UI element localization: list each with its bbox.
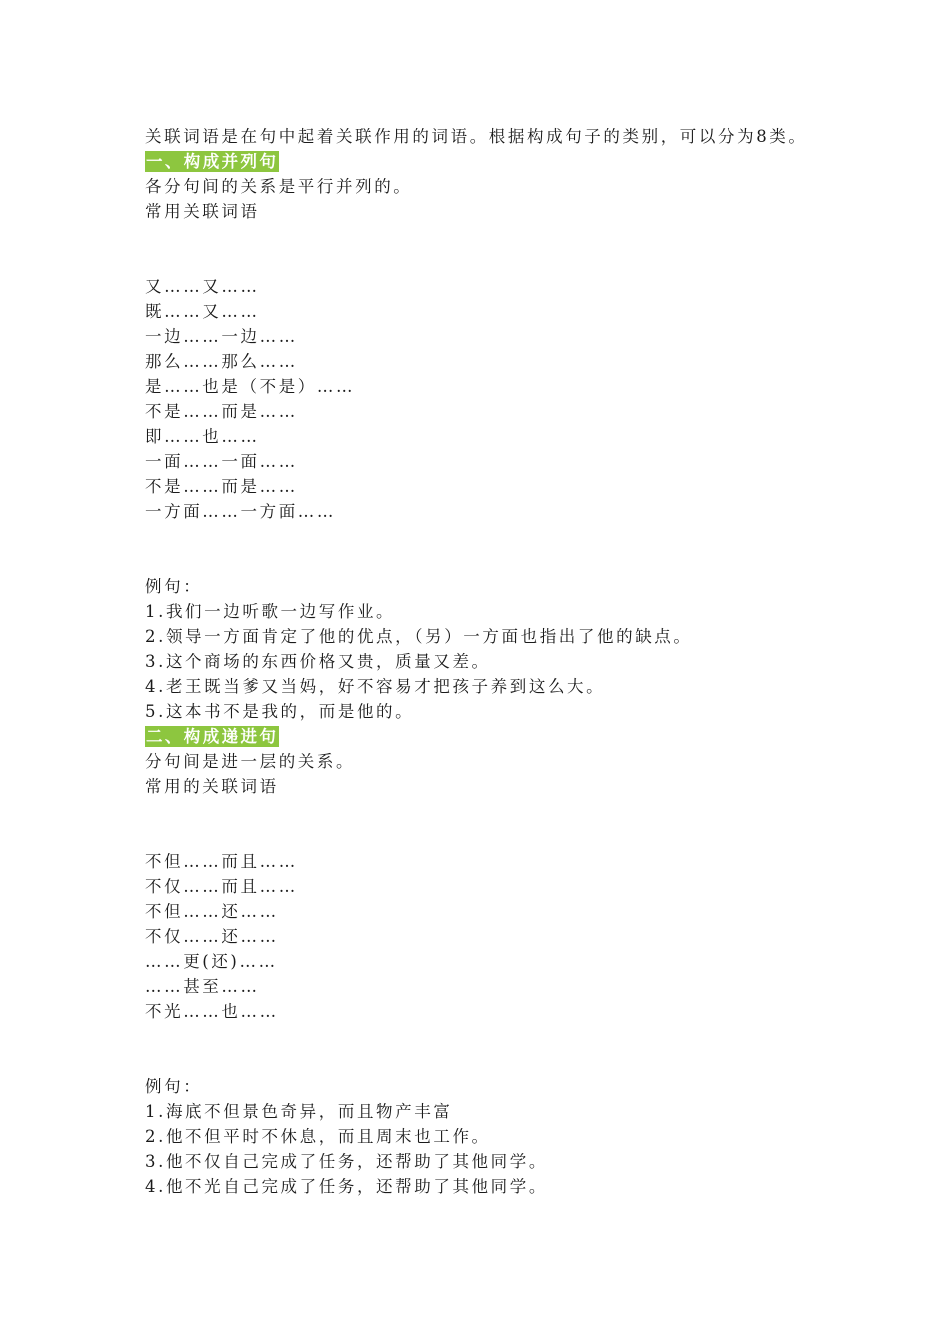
example-sentence: 5.这本书不是我的，而是他的。 (145, 702, 415, 721)
list-item: 一边……一边…… (145, 327, 298, 346)
list-item: 不仅……而且…… (145, 877, 298, 896)
intro-paragraph: 关联词语是在句中起着关联作用的词语。根据构成句子的类别，可以分为8类。 (145, 127, 808, 146)
example-sentence: 4.老王既当爹又当妈，好不容易才把孩子养到这么大。 (145, 677, 606, 696)
section-2-example-list (145, 1099, 815, 1199)
section-1-heading: 一、构成并列句 (146, 152, 279, 171)
spacer (145, 224, 815, 274)
example-sentence: 2.他不但平时不休息，而且周末也工作。 (145, 1127, 491, 1146)
section-1-examples-label: 例句： (145, 577, 203, 596)
section-2-word-list (145, 849, 815, 1024)
example-sentence: 1.我们一边听歌一边写作业。 (145, 602, 396, 621)
section-1-words-label: 常用关联词语 (145, 202, 260, 221)
spacer (145, 524, 815, 574)
list-item: 不光……也…… (145, 1002, 279, 1021)
list-item: 那么……那么…… (145, 352, 298, 371)
spacer (145, 1024, 815, 1074)
list-item: 不但……而且…… (145, 852, 298, 871)
section-1-description: 各分句间的关系是平行并列的。 (145, 177, 413, 196)
section-1-heading-line (145, 149, 815, 174)
list-item: 又……又…… (145, 277, 260, 296)
section-2-words-label: 常用的关联词语 (145, 777, 279, 796)
section-1-example-list (145, 599, 815, 724)
list-item: 不是……而是…… (145, 477, 298, 496)
list-item: ……甚至…… (145, 977, 260, 996)
list-item: 既……又…… (145, 302, 260, 321)
example-sentence: 2.领导一方面肯定了他的优点，（另）一方面也指出了他的缺点。 (145, 627, 693, 646)
spacer (145, 799, 815, 849)
section-2-description: 分句间是进一层的关系。 (145, 752, 356, 771)
section-2-heading-line (145, 724, 815, 749)
example-sentence: 3.这个商场的东西价格又贵，质量又差。 (145, 652, 491, 671)
example-sentence: 3.他不仅自己完成了任务，还帮助了其他同学。 (145, 1152, 548, 1171)
list-item: ……更(还)…… (145, 952, 278, 971)
list-item: 不但……还…… (145, 902, 279, 921)
list-item: 不是……而是…… (145, 402, 298, 421)
example-sentence: 1.海底不但景色奇异，而且物产丰富 (145, 1102, 453, 1121)
list-item: 即……也…… (145, 427, 260, 446)
section-2-heading: 二、构成递进句 (146, 727, 279, 746)
list-item: 一面……一面…… (145, 452, 298, 471)
section-2-examples-label: 例句： (145, 1077, 203, 1096)
list-item: 一方面……一方面…… (145, 502, 336, 521)
section-1-word-list (145, 274, 815, 524)
list-item: 是……也是（不是）…… (145, 377, 356, 396)
example-sentence: 4.他不光自己完成了任务，还帮助了其他同学。 (145, 1177, 548, 1196)
document-content (145, 124, 815, 1199)
list-item: 不仅……还…… (145, 927, 279, 946)
